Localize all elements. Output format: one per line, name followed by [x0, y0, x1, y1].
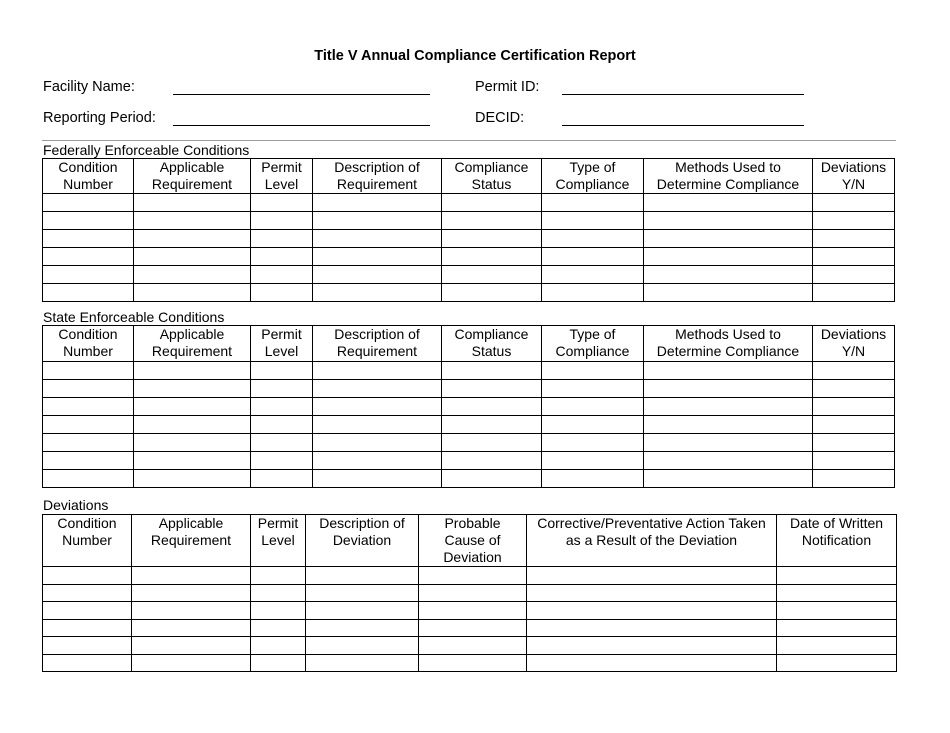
table-cell[interactable] [134, 230, 251, 248]
facility-name-label: Facility Name: [43, 79, 135, 95]
column-header [777, 515, 897, 567]
column-header-line: Probable [444, 515, 501, 531]
table-cell[interactable] [251, 452, 313, 470]
column-header [442, 159, 542, 194]
table-cell[interactable] [251, 230, 313, 248]
table-cell[interactable] [542, 284, 644, 302]
table-cell[interactable] [813, 284, 895, 302]
column-header-line: Description of [334, 326, 420, 342]
column-header [306, 515, 419, 567]
reporting-period-label: Reporting Period: [43, 110, 156, 126]
table-cell[interactable] [251, 416, 313, 434]
table-cell[interactable] [43, 584, 132, 602]
column-header-line: Cause of [444, 532, 501, 548]
column-header-line: Condition [58, 159, 118, 175]
table-cell[interactable] [313, 362, 442, 380]
table-cell[interactable] [542, 248, 644, 266]
column-header-line: Number [63, 343, 113, 359]
table-cell[interactable] [542, 398, 644, 416]
table-cell[interactable] [313, 248, 442, 266]
table-cell[interactable] [644, 284, 813, 302]
column-header-line: Requirement [151, 176, 233, 192]
table-cell[interactable] [43, 284, 134, 302]
table-cell[interactable] [251, 434, 313, 452]
table-cell[interactable] [43, 194, 134, 212]
table-cell[interactable] [442, 230, 542, 248]
table-row [43, 470, 895, 488]
table-cell[interactable] [442, 380, 542, 398]
table-cell[interactable] [813, 398, 895, 416]
table-row [43, 584, 897, 602]
table-header-row [43, 326, 895, 362]
table-row [43, 248, 895, 266]
table-cell[interactable] [43, 248, 134, 266]
table-cell[interactable] [134, 284, 251, 302]
table-row [43, 434, 895, 452]
table-cell[interactable] [644, 194, 813, 212]
column-header-line: Date of Written [789, 515, 884, 531]
table-cell[interactable] [306, 567, 419, 585]
table-cell[interactable] [43, 434, 134, 452]
column-header-line: Status [471, 176, 512, 192]
table-cell[interactable] [813, 194, 895, 212]
table-row [43, 602, 897, 620]
column-header-line: Level [264, 343, 299, 359]
table-row [43, 266, 895, 284]
table-cell[interactable] [813, 362, 895, 380]
table-cell[interactable] [777, 602, 897, 620]
table-cell[interactable] [43, 230, 134, 248]
table-cell[interactable] [813, 266, 895, 284]
table-cell[interactable] [251, 266, 313, 284]
table-row [43, 362, 895, 380]
column-header-line: Status [471, 343, 512, 359]
column-header [251, 159, 313, 194]
table-cell[interactable] [132, 619, 251, 637]
table-cell[interactable] [813, 212, 895, 230]
column-header-line: Applicable [159, 326, 225, 342]
table-cell[interactable] [644, 248, 813, 266]
table-cell[interactable] [134, 380, 251, 398]
table-cell[interactable] [644, 434, 813, 452]
column-header-line: Permit [261, 326, 302, 342]
table-cell[interactable] [813, 434, 895, 452]
table-cell[interactable] [313, 380, 442, 398]
table-cell[interactable] [251, 398, 313, 416]
table-cell[interactable] [313, 212, 442, 230]
column-header-line: Requirement [336, 176, 418, 192]
facility-name-field[interactable] [173, 79, 430, 95]
table-cell[interactable] [43, 416, 134, 434]
table-cell[interactable] [134, 416, 251, 434]
column-header-line: Number [63, 176, 113, 192]
column-header-line: Applicable [158, 515, 224, 531]
column-header-line: Determine Compliance [656, 343, 800, 359]
column-header-line: Methods Used to [675, 159, 781, 175]
table-cell[interactable] [813, 470, 895, 488]
column-header-line: Type of [569, 159, 616, 175]
column-header-line: Compliance [555, 343, 630, 359]
deviations-section-label: Deviations [43, 497, 109, 513]
table-cell[interactable] [442, 212, 542, 230]
table-cell[interactable] [132, 602, 251, 620]
reporting-period-field[interactable] [173, 110, 430, 126]
table-cell[interactable] [306, 654, 419, 672]
table-row [43, 194, 895, 212]
column-header [442, 326, 542, 362]
table-header-row [43, 159, 895, 194]
table-cell[interactable] [813, 230, 895, 248]
table-cell[interactable] [306, 637, 419, 655]
column-header-line: Requirement [151, 343, 233, 359]
table-cell[interactable] [527, 637, 777, 655]
table-cell[interactable] [43, 380, 134, 398]
table-cell[interactable] [542, 212, 644, 230]
federal-section-label: Federally Enforceable Conditions [43, 142, 250, 158]
table-cell[interactable] [527, 654, 777, 672]
table-cell[interactable] [251, 284, 313, 302]
table-cell[interactable] [251, 380, 313, 398]
column-header [644, 326, 813, 362]
column-header-line: Determine Compliance [656, 176, 800, 192]
table-cell[interactable] [442, 248, 542, 266]
column-header-line: Deviation [443, 549, 502, 565]
table-cell[interactable] [419, 654, 527, 672]
table-cell[interactable] [313, 284, 442, 302]
table-cell[interactable] [644, 380, 813, 398]
table-cell[interactable] [419, 584, 527, 602]
table-cell[interactable] [251, 248, 313, 266]
table-cell[interactable] [542, 416, 644, 434]
column-header-line: Level [261, 532, 295, 548]
table-cell[interactable] [313, 398, 442, 416]
column-header-line: Notification [801, 532, 872, 548]
table-cell[interactable] [306, 602, 419, 620]
column-header-line: Deviations [820, 159, 887, 175]
table-cell[interactable] [527, 619, 777, 637]
table-cell[interactable] [313, 452, 442, 470]
table-cell[interactable] [542, 452, 644, 470]
table-cell[interactable] [813, 380, 895, 398]
column-header [527, 515, 777, 567]
table-cell[interactable] [134, 248, 251, 266]
table-cell[interactable] [419, 619, 527, 637]
table-cell[interactable] [251, 619, 306, 637]
column-header-line: Permit [257, 515, 299, 531]
table-row [43, 619, 897, 637]
table-cell[interactable] [251, 362, 313, 380]
table-cell[interactable] [251, 194, 313, 212]
table-cell[interactable] [43, 619, 132, 637]
table-cell[interactable] [442, 362, 542, 380]
table-cell[interactable] [442, 398, 542, 416]
table-cell[interactable] [313, 194, 442, 212]
table-cell[interactable] [542, 266, 644, 284]
table-cell[interactable] [777, 654, 897, 672]
column-header [134, 159, 251, 194]
table-cell[interactable] [777, 567, 897, 585]
table-cell[interactable] [134, 212, 251, 230]
table-cell[interactable] [777, 619, 897, 637]
table-header-row [43, 515, 897, 567]
column-header-line: Description of [319, 515, 405, 531]
table-cell[interactable] [527, 602, 777, 620]
column-header [542, 326, 644, 362]
table-cell[interactable] [442, 266, 542, 284]
table-cell[interactable] [644, 230, 813, 248]
table-cell[interactable] [43, 266, 134, 284]
column-header [251, 326, 313, 362]
column-header-line: Description of [334, 159, 420, 175]
table-cell[interactable] [134, 452, 251, 470]
column-header-line: Compliance [454, 326, 529, 342]
table-row [43, 416, 895, 434]
table-cell[interactable] [644, 266, 813, 284]
table-row [43, 230, 895, 248]
column-header-line: Compliance [454, 159, 529, 175]
column-header-line: as a Result of the Deviation [565, 532, 738, 548]
column-header [43, 326, 134, 362]
table-cell[interactable] [644, 452, 813, 470]
column-header-line: Compliance [555, 176, 630, 192]
table-cell[interactable] [251, 654, 306, 672]
table-cell[interactable] [644, 398, 813, 416]
column-header [419, 515, 527, 567]
column-header-line: Number [62, 532, 112, 548]
column-header [313, 159, 442, 194]
table-cell[interactable] [43, 362, 134, 380]
permit-id-field[interactable] [562, 79, 804, 95]
table-row [43, 380, 895, 398]
table-cell[interactable] [43, 470, 134, 488]
table-cell[interactable] [644, 362, 813, 380]
column-header [813, 159, 895, 194]
table-cell[interactable] [442, 416, 542, 434]
table-row [43, 452, 895, 470]
table-cell[interactable] [251, 470, 313, 488]
column-header-line: Y/N [841, 343, 866, 359]
column-header [43, 515, 132, 567]
table-cell[interactable] [132, 584, 251, 602]
table-cell[interactable] [43, 637, 132, 655]
table-cell[interactable] [542, 230, 644, 248]
table-cell[interactable] [313, 434, 442, 452]
state-conditions-table [42, 325, 895, 488]
table-cell[interactable] [306, 584, 419, 602]
table-cell[interactable] [132, 567, 251, 585]
table-cell[interactable] [132, 637, 251, 655]
column-header [644, 159, 813, 194]
table-cell[interactable] [43, 212, 134, 230]
permit-id-label: Permit ID: [475, 79, 540, 95]
table-cell[interactable] [313, 470, 442, 488]
table-cell[interactable] [542, 362, 644, 380]
table-cell[interactable] [134, 266, 251, 284]
table-row [43, 637, 897, 655]
table-cell[interactable] [542, 434, 644, 452]
table-cell[interactable] [813, 416, 895, 434]
table-cell[interactable] [644, 212, 813, 230]
column-header [132, 515, 251, 567]
table-cell[interactable] [251, 602, 306, 620]
table-cell[interactable] [134, 434, 251, 452]
table-cell[interactable] [134, 470, 251, 488]
state-section-label: State Enforceable Conditions [43, 309, 225, 325]
table-row [43, 284, 895, 302]
table-cell[interactable] [313, 266, 442, 284]
column-header-line: Deviation [332, 532, 392, 548]
table-row [43, 212, 895, 230]
decid-label: DECID: [475, 110, 525, 126]
table-cell[interactable] [251, 212, 313, 230]
table-cell[interactable] [43, 602, 132, 620]
table-cell[interactable] [43, 654, 132, 672]
column-header [313, 326, 442, 362]
column-header-line: Condition [58, 326, 118, 342]
federal-conditions-table [42, 158, 895, 302]
table-cell[interactable] [419, 602, 527, 620]
table-cell[interactable] [644, 470, 813, 488]
table-cell[interactable] [313, 230, 442, 248]
table-cell[interactable] [134, 362, 251, 380]
table-cell[interactable] [132, 654, 251, 672]
table-cell[interactable] [542, 470, 644, 488]
table-cell[interactable] [777, 584, 897, 602]
table-cell[interactable] [527, 584, 777, 602]
table-cell[interactable] [251, 567, 306, 585]
column-header-line: Deviations [820, 326, 887, 342]
table-cell[interactable] [442, 470, 542, 488]
table-row [43, 567, 897, 585]
column-header-line: Requirement [150, 532, 232, 548]
column-header [251, 515, 306, 567]
table-cell[interactable] [777, 637, 897, 655]
table-cell[interactable] [442, 194, 542, 212]
table-cell[interactable] [442, 434, 542, 452]
column-header-line: Type of [569, 326, 616, 342]
table-cell[interactable] [542, 380, 644, 398]
table-cell[interactable] [134, 398, 251, 416]
table-cell[interactable] [527, 567, 777, 585]
table-cell[interactable] [251, 637, 306, 655]
column-header [813, 326, 895, 362]
table-cell[interactable] [306, 619, 419, 637]
table-cell[interactable] [419, 637, 527, 655]
header-divider [42, 140, 896, 141]
column-header-line: Corrective/Preventative Action Taken [537, 515, 766, 531]
report-title: Title V Annual Compliance Certification Report [314, 48, 636, 64]
column-header-line: Y/N [841, 176, 866, 192]
column-header-line: Applicable [159, 159, 225, 175]
table-cell[interactable] [43, 567, 132, 585]
column-header-line: Requirement [336, 343, 418, 359]
table-cell[interactable] [813, 248, 895, 266]
column-header [134, 326, 251, 362]
table-cell[interactable] [43, 398, 134, 416]
column-header [542, 159, 644, 194]
column-header-line: Condition [57, 515, 117, 531]
table-cell[interactable] [313, 416, 442, 434]
table-cell[interactable] [419, 567, 527, 585]
table-cell[interactable] [251, 584, 306, 602]
column-header-line: Methods Used to [675, 326, 781, 342]
table-row [43, 398, 895, 416]
decid-field[interactable] [562, 110, 804, 126]
table-cell[interactable] [542, 194, 644, 212]
column-header [43, 159, 134, 194]
table-cell[interactable] [134, 194, 251, 212]
column-header-line: Permit [261, 159, 302, 175]
table-row [43, 654, 897, 672]
column-header-line: Level [264, 176, 299, 192]
table-cell[interactable] [43, 452, 134, 470]
deviations-table [42, 514, 897, 672]
table-cell[interactable] [442, 452, 542, 470]
table-cell[interactable] [813, 452, 895, 470]
table-cell[interactable] [442, 284, 542, 302]
table-cell[interactable] [644, 416, 813, 434]
